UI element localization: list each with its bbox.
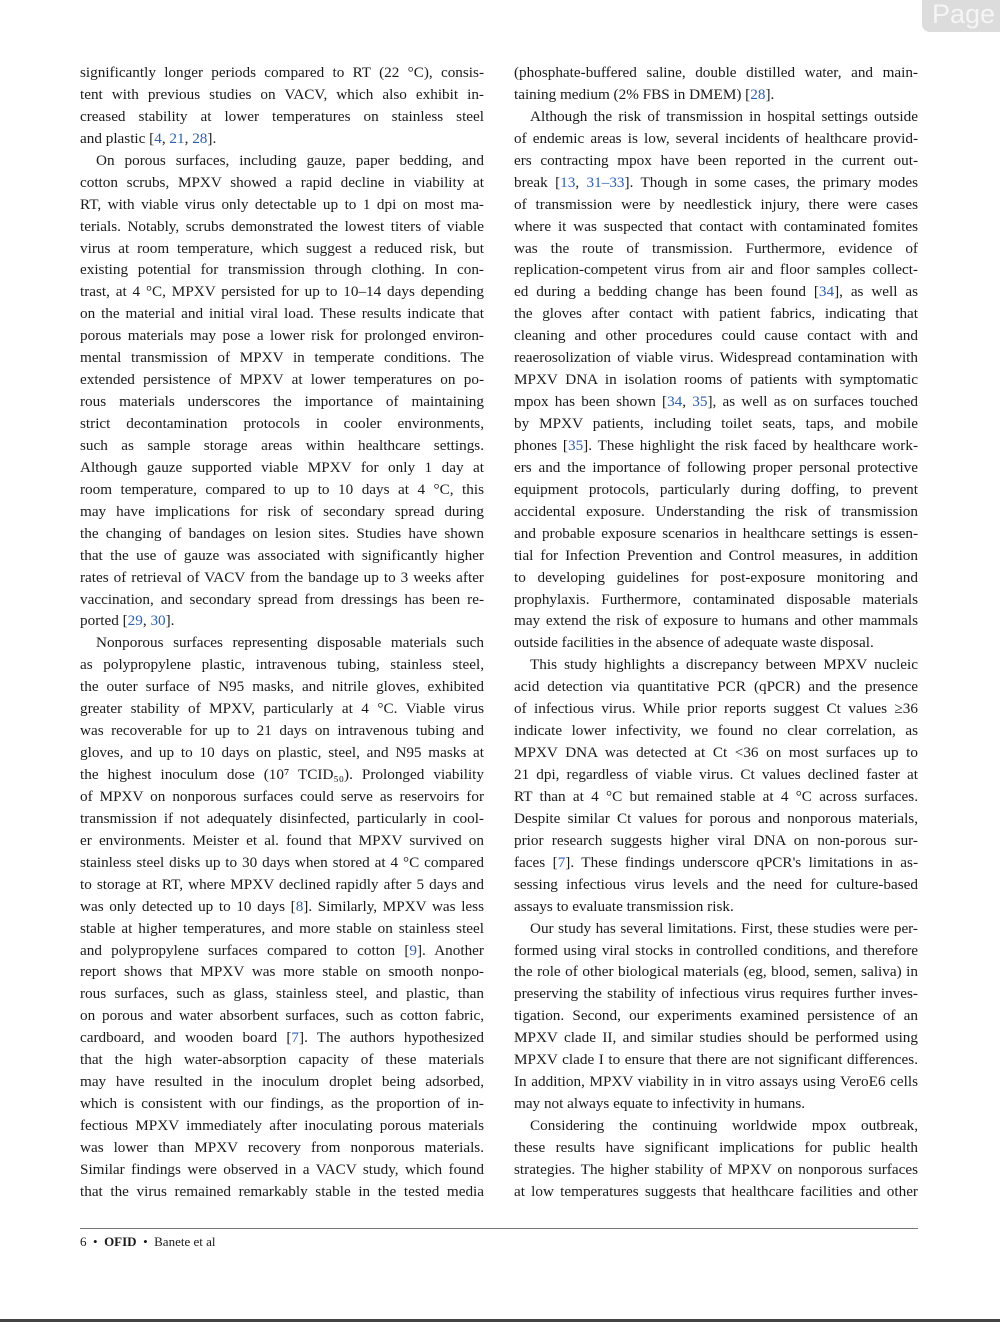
text-line	[514, 852, 918, 874]
citation-link[interactable]: 4	[154, 129, 162, 147]
text-segment: that the high water-absorption capacity of these materials	[80, 1051, 484, 1069]
text-segment: formed using viral stocks in controlled conditions, and therefore	[514, 941, 918, 959]
text-segment: transmission if not adequately disinfected, particularly in cool-	[80, 809, 484, 827]
text-line	[514, 281, 918, 303]
text-segment: rates of retrieval of VACV from the bandage up to 3 weeks after	[80, 568, 484, 586]
text-segment: cardboard, and wooden board [	[80, 1029, 292, 1047]
text-line	[80, 281, 484, 303]
text-line	[514, 610, 918, 632]
text-line	[80, 764, 484, 786]
text-line	[514, 764, 918, 786]
text-segment: Although gauze supported viable MPXV for only 1 day at	[80, 458, 484, 476]
text-line	[514, 325, 918, 347]
text-line	[514, 742, 918, 764]
text-segment: as polypropylene plastic, intravenous tubing, stainless steel,	[80, 656, 484, 674]
text-line	[80, 1005, 484, 1027]
text-segment: the changing of bandages on lesion sites. Studies have shown	[80, 524, 484, 542]
text-segment: ers contracting mpox have been reported in the current out-	[514, 151, 918, 169]
paragraph	[80, 150, 484, 633]
text-line	[80, 654, 484, 676]
citation-link[interactable]: 34	[818, 283, 835, 301]
text-line	[514, 435, 918, 457]
text-segment: Although the risk of transmission in hospital settings outside	[530, 107, 918, 125]
text-line	[80, 84, 484, 106]
text-line	[514, 654, 918, 676]
text-line	[514, 589, 918, 611]
page-badge: Page	[922, 0, 1000, 32]
separator: •	[143, 1234, 148, 1249]
citation-link[interactable]: 35	[567, 436, 584, 454]
citation-link[interactable]: 9	[409, 941, 417, 959]
text-line	[80, 545, 484, 567]
text-line	[80, 216, 484, 238]
text-line	[514, 632, 918, 654]
text-segment: rous materials underscores the importance of maintaining	[80, 393, 484, 411]
text-segment: on the material and initial viral load. These results indicate that	[80, 305, 484, 323]
text-line	[514, 567, 918, 589]
text-line	[514, 479, 918, 501]
text-segment: the outer surface of N95 masks, and nitrile gloves, exhibited	[80, 678, 484, 696]
text-line	[514, 391, 918, 413]
text-segment: vaccination, and secondary spread from dressings has been re-	[80, 590, 484, 608]
text-segment: to developing guidelines for post-exposure monitoring and	[514, 568, 918, 586]
text-line	[80, 1049, 484, 1071]
text-line	[514, 676, 918, 698]
text-segment: ,	[184, 129, 193, 147]
text-line	[80, 479, 484, 501]
paragraph	[514, 918, 918, 1115]
page-footer	[80, 1233, 215, 1251]
text-line	[514, 698, 918, 720]
text-line	[514, 1181, 918, 1203]
text-segment: MPXV clade I to ensure that there are not significant differences.	[514, 1051, 918, 1069]
citation-link[interactable]: 28	[750, 85, 766, 103]
text-segment: of MPXV on nonporous surfaces could serve as reservoirs for	[80, 787, 484, 805]
text-segment: of infectious virus. While prior reports suggest Ct values ≥36	[514, 700, 918, 718]
text-segment: creased stability at lower temperatures on stainless steel	[80, 107, 484, 125]
text-line	[514, 1049, 918, 1071]
text-line	[80, 983, 484, 1005]
text-segment: phones [	[514, 436, 568, 454]
text-line	[80, 786, 484, 808]
text-segment: existing potential for transmission through clothing. In con-	[80, 261, 484, 279]
text-line	[514, 918, 918, 940]
text-segment: cotton scrubs, MPXV showed a rapid decline in viability at	[80, 173, 484, 191]
text-segment: strict decontamination protocols in cooler environments,	[80, 415, 484, 432]
text-segment: Despite similar Ct values for porous and nonporous materials,	[514, 809, 918, 827]
text-segment: porous materials may pose a lower risk for prolonged environ-	[80, 327, 484, 345]
text-segment: (phosphate-buffered saline, double distilled water, and main-	[514, 64, 918, 81]
text-segment: virus at room temperature, which suggest a reduced risk, but	[80, 239, 484, 257]
text-segment: to storage at RT, where MPXV declined rapidly after 5 days and	[80, 875, 484, 893]
text-segment: ].	[207, 129, 217, 147]
text-segment: ,	[682, 393, 693, 411]
text-segment: the highest inoculum dose (10⁷ TCID₅₀). Prolonged viability	[80, 766, 484, 783]
text-line	[514, 1093, 918, 1115]
text-segment: ], as well as	[834, 283, 918, 301]
text-segment: was only detected up to 10 days [	[80, 897, 296, 915]
paragraph	[514, 62, 918, 106]
text-segment: RT, with viable virus only detectable up to 1 dpi on most ma-	[80, 195, 484, 213]
text-segment: and probable exposure scenarios in healthcare settings is essen-	[514, 524, 918, 542]
text-line	[514, 194, 918, 216]
text-line	[80, 1027, 484, 1049]
text-segment: ]. These findings underscore qPCR's limitations in as-	[565, 853, 919, 871]
text-segment: equipment protocols, particularly during doffing, to prevent	[514, 480, 918, 498]
text-segment: stainless steel disks up to 30 days when stored at 4 °C compared	[80, 853, 484, 871]
text-segment: tigation. Second, our experiments examined persistence of an	[514, 1007, 918, 1025]
text-line	[80, 457, 484, 479]
text-line	[80, 238, 484, 260]
text-line	[514, 1159, 918, 1181]
text-segment: report shows that MPXV was more stable on smooth nonpo-	[80, 963, 484, 981]
text-line	[514, 369, 918, 391]
page-number: 6	[80, 1234, 87, 1249]
text-segment: where it was suspected that contact with contaminated fomites	[514, 217, 918, 235]
text-segment: faces [	[514, 853, 558, 871]
text-segment: ed during a bedding change has been found [	[514, 283, 819, 301]
text-segment: extended persistence of MPXV at lower temperatures on po-	[80, 371, 484, 389]
text-segment: ported [	[80, 612, 128, 630]
text-segment: these results have significant implications for public health	[514, 1138, 918, 1156]
text-segment: ]. The authors hypothesized	[299, 1029, 484, 1047]
text-segment: Considering the continuing worldwide mpox outbreak,	[530, 1117, 918, 1134]
text-segment: the role of other biological materials (eg, blood, semen, saliva) in	[514, 963, 918, 981]
text-segment: ].	[765, 85, 775, 103]
text-segment: ]. Another	[416, 941, 484, 959]
text-line	[514, 501, 918, 523]
citation-link[interactable]: 8	[295, 897, 304, 915]
text-segment: strategies. The higher stability of MPXV on nonporous surfaces	[514, 1160, 918, 1178]
text-line	[514, 940, 918, 962]
text-segment: replication-competent virus from air and floor samples collect-	[514, 261, 918, 279]
text-line	[514, 1137, 918, 1159]
text-segment: the gloves after contact with patient fabrics, indicating that	[514, 305, 918, 323]
text-line	[80, 194, 484, 216]
text-segment: trast, at 4 °C, MPXV persisted for up to 10–14 days depending	[80, 283, 484, 301]
text-line	[514, 523, 918, 545]
text-line	[80, 369, 484, 391]
text-line	[80, 874, 484, 896]
text-segment: mpox has been shown [	[514, 393, 668, 411]
text-line	[514, 347, 918, 369]
text-segment: RT than at 4 °C but remained stable at 4 °C across surfaces.	[514, 787, 918, 805]
text-line	[80, 632, 484, 654]
text-segment: ,	[161, 129, 170, 147]
text-segment: outside facilities in the absence of adequate waste disposal.	[514, 634, 874, 652]
text-segment: mental transmission of MPXV in temperate conditions. The	[80, 349, 484, 367]
text-segment: on porous and water absorbent surfaces, such as cotton fabric,	[80, 1007, 484, 1025]
text-segment: at low temperatures suggests that healthcare facilities and other	[514, 1182, 918, 1200]
text-segment: prior research suggests higher viral DNA on non-porous sur-	[514, 831, 918, 849]
text-line	[514, 1027, 918, 1049]
text-line	[80, 413, 484, 435]
text-segment: Our study has several limitations. First, these studies were per-	[530, 919, 918, 937]
text-line	[80, 106, 484, 128]
text-line	[80, 128, 484, 150]
text-line	[514, 786, 918, 808]
text-segment: that the virus remained remarkably stable in the tested media	[80, 1182, 484, 1200]
text-segment: and plastic [	[80, 129, 155, 147]
text-segment: room temperature, compared to up to 10 days at 4 °C, this	[80, 480, 484, 498]
text-segment: that the use of gauze was associated with significantly higher	[80, 546, 484, 564]
text-line	[514, 1115, 918, 1137]
text-segment: significantly longer periods compared to RT (22 °C), consis-	[80, 64, 484, 81]
text-line	[514, 1071, 918, 1093]
text-segment: such as sample storage areas within healthcare settings.	[80, 436, 484, 454]
text-segment: was recoverable for up to 21 days on intravenous tubing and	[80, 722, 484, 740]
text-line	[80, 435, 484, 457]
text-segment: which is consistent with our findings, as the proportion of in-	[80, 1095, 484, 1113]
text-line	[80, 808, 484, 830]
text-segment: may extend the risk of exposure to humans and other mammals	[514, 612, 918, 630]
text-segment: ]. These highlight the risk faced by healthcare work-	[583, 436, 919, 454]
text-segment: ], as well as on surfaces touched	[707, 393, 919, 411]
text-segment: break [	[514, 173, 561, 191]
citation-link[interactable]: 34	[667, 393, 683, 411]
text-line	[80, 523, 484, 545]
citation-link[interactable]: 13	[560, 173, 576, 191]
text-line	[514, 259, 918, 281]
text-segment: was the route of transmission. Furthermore, evidence of	[514, 239, 918, 257]
text-line	[80, 259, 484, 281]
text-segment: 21 dpi, regardless of viable virus. Ct values declined faster at	[514, 766, 918, 783]
text-line	[514, 961, 918, 983]
separator: •	[93, 1234, 98, 1249]
text-segment: Similar findings were observed in a VACV study, which found	[80, 1160, 484, 1178]
text-line	[514, 808, 918, 830]
text-segment: assays to evaluate transmission risk.	[514, 897, 734, 915]
text-line	[514, 1005, 918, 1027]
text-line	[80, 172, 484, 194]
text-line	[80, 391, 484, 413]
text-line	[514, 303, 918, 325]
text-segment: prophylaxis. Furthermore, contaminated disposable materials	[514, 590, 918, 608]
text-segment: acid detection via quantitative PCR (qPCR) and the presence	[514, 678, 918, 696]
text-line	[514, 238, 918, 260]
citation-link[interactable]: 35	[692, 393, 708, 411]
text-segment: In addition, MPXV viability in in vitro assays using VeroE6 cells	[514, 1073, 918, 1091]
right-column	[514, 62, 918, 1203]
text-line	[514, 150, 918, 172]
text-segment: ]. Similarly, MPXV was less	[303, 897, 484, 915]
left-column	[80, 62, 484, 1203]
text-line	[514, 830, 918, 852]
text-segment: rous surfaces, such as glass, stainless steel, and plastic, than	[80, 985, 484, 1003]
text-segment: MPXV clade II, and similar studies should be performed using	[514, 1029, 918, 1047]
text-segment: greater stability of MPXV, particularly at 4 °C. Viable virus	[80, 700, 484, 718]
text-line	[514, 720, 918, 742]
text-segment: This study highlights a discrepancy between MPXV nucleic	[530, 656, 918, 674]
text-segment: cleaning and other procedures could cause contact with and	[514, 327, 918, 345]
text-segment: indicate lower infectivity, we found no clear correlation, as	[514, 722, 918, 740]
text-line	[80, 830, 484, 852]
text-segment: ].	[165, 612, 175, 630]
journal-name: OFID	[104, 1234, 137, 1249]
text-line	[80, 1093, 484, 1115]
text-line	[514, 874, 918, 896]
text-segment: was lower than MPXV recovery from nonporous materials.	[80, 1138, 484, 1156]
text-line	[80, 347, 484, 369]
text-segment: ers and the importance of following proper personal protective	[514, 458, 918, 476]
footer-divider	[80, 1228, 918, 1229]
text-line	[514, 128, 918, 150]
text-line	[80, 1159, 484, 1181]
text-line	[80, 1181, 484, 1203]
text-segment: by MPXV patients, including toilet seats, taps, and mobile	[514, 415, 918, 432]
text-line	[80, 1137, 484, 1159]
text-segment: MPXV DNA in isolation rooms of patients with symptomatic	[514, 371, 918, 389]
text-line	[80, 1071, 484, 1093]
text-line	[514, 545, 918, 567]
text-line	[80, 852, 484, 874]
paragraph	[514, 1115, 918, 1203]
citation-link[interactable]: 29	[127, 612, 143, 630]
text-line	[80, 610, 484, 632]
text-line	[514, 84, 918, 106]
text-segment: MPXV DNA was detected at Ct <36 on most surfaces up to	[514, 744, 918, 762]
paragraph	[80, 62, 484, 150]
text-segment: may have implications for risk of secondary spread during	[80, 502, 484, 520]
text-segment: and polypropylene surfaces compared to cotton [	[80, 941, 410, 959]
text-line	[514, 172, 918, 194]
text-line	[80, 325, 484, 347]
paragraph	[514, 654, 918, 917]
text-segment: taining medium (2% FBS in DMEM) [	[514, 85, 751, 103]
text-segment: preserving the stability of infectious virus requires further inves-	[514, 985, 918, 1003]
citation-link[interactable]: 30	[150, 612, 166, 630]
text-segment: gloves, and up to 10 days on plastic, steel, and N95 masks at	[80, 744, 484, 762]
paragraph	[514, 106, 918, 654]
text-line	[80, 303, 484, 325]
text-segment: tial for Infection Prevention and Control measures, in addition	[514, 546, 918, 564]
text-segment: stable at higher temperatures, and more stable on stainless steel	[80, 919, 484, 937]
text-segment: may have resulted in the inoculum droplet being adsorbed,	[80, 1073, 484, 1091]
text-segment: accidental exposure. Understanding the risk of transmission	[514, 502, 918, 520]
text-segment: ,	[575, 173, 587, 191]
text-segment: ]. Though in some cases, the primary modes	[624, 173, 918, 191]
citation-link[interactable]: 31–33	[586, 173, 625, 191]
text-line	[80, 961, 484, 983]
text-line	[80, 698, 484, 720]
text-line	[80, 567, 484, 589]
text-line	[80, 940, 484, 962]
text-segment: tent with previous studies on VACV, which also exhibit in-	[80, 85, 484, 103]
citation-link[interactable]: 28	[192, 129, 208, 147]
text-segment: fectious MPXV immediately after inoculating porous materials	[80, 1117, 484, 1134]
text-line	[514, 216, 918, 238]
authors: Banete et al	[154, 1234, 216, 1249]
text-segment: ,	[142, 612, 151, 630]
text-line	[80, 896, 484, 918]
text-segment: of transmission were by needlestick injury, there were cases	[514, 195, 918, 213]
text-line	[80, 918, 484, 940]
text-line	[514, 896, 918, 918]
text-line	[514, 457, 918, 479]
text-line	[80, 1115, 484, 1137]
citation-link[interactable]: 7	[557, 853, 566, 871]
text-line	[80, 150, 484, 172]
text-line	[514, 62, 918, 84]
text-segment: may not always equate to infectivity in humans.	[514, 1095, 806, 1113]
citation-link[interactable]: 7	[291, 1029, 300, 1047]
text-line	[80, 62, 484, 84]
text-line	[514, 983, 918, 1005]
citation-link[interactable]: 21	[169, 129, 185, 147]
text-segment: Nonporous surfaces representing disposable materials such	[96, 634, 484, 652]
text-line	[80, 742, 484, 764]
text-line	[80, 720, 484, 742]
text-line	[514, 413, 918, 435]
text-line	[80, 501, 484, 523]
text-segment: reaerosolization of viable virus. Widespread contamination with	[514, 349, 918, 367]
paragraph	[80, 632, 484, 1202]
text-segment: of endemic areas is low, several incidents of healthcare provid-	[514, 129, 918, 147]
text-segment: er environments. Meister et al. found that MPXV survived on	[80, 831, 484, 849]
text-segment: terials. Notably, scrubs demonstrated the lowest titers of viable	[80, 217, 484, 235]
text-line	[514, 106, 918, 128]
text-segment: On porous surfaces, including gauze, paper bedding, and	[96, 151, 484, 169]
text-line	[80, 676, 484, 698]
text-segment: sessing infectious virus levels and the need for culture-based	[514, 875, 918, 893]
text-line	[80, 589, 484, 611]
